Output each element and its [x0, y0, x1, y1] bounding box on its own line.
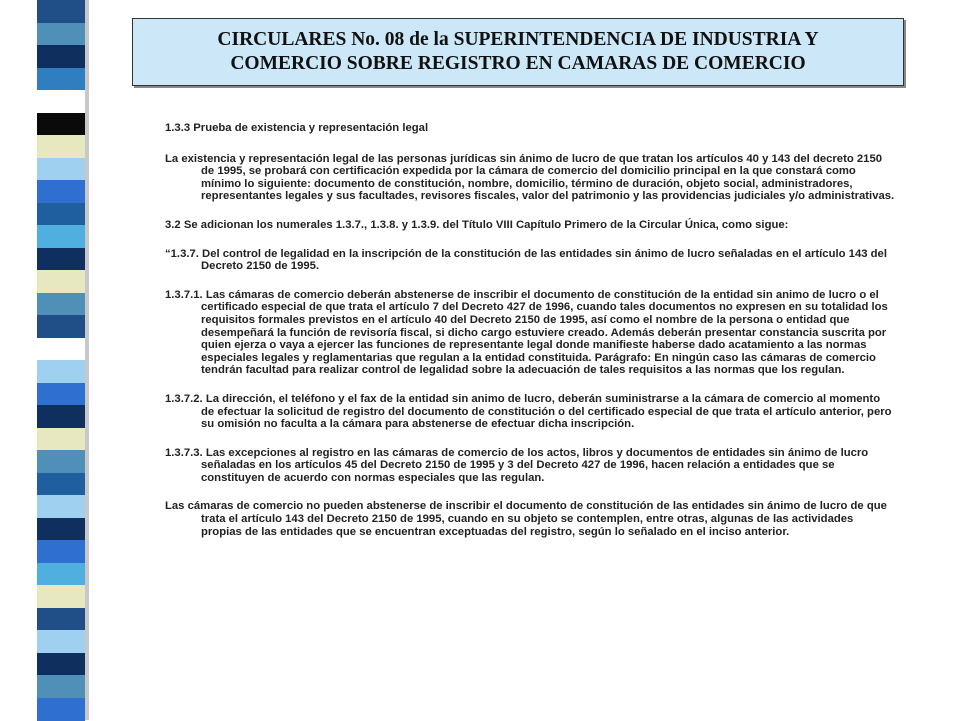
decorative-stripe	[0, 0, 88, 720]
stripe-band	[37, 405, 85, 428]
stripe-band	[37, 180, 85, 203]
stripe-band	[37, 653, 85, 676]
stripe-band	[37, 315, 85, 338]
stripe-band	[37, 248, 85, 271]
section-heading: 1.3.3 Prueba de existencia y representación legal	[165, 122, 429, 134]
stripe-band	[37, 293, 85, 316]
paragraph-1-3-7-2: 1.3.7.2. La dirección, el teléfono y el fax de la entidad sin animo de lucro, deberán suministrarse a la cámara de comercio al momento de efectuar la solicitud de registro del documento de constitución o del certificado especial de que trata el artículo anterior, pero su omisión no faculta a la cámara para abstenerse de efectuar dicha inscripción.	[165, 392, 892, 431]
paragraph-1-3-7-1: 1.3.7.1. Las cámaras de comercio deberán abstenerse de inscribir el documento de constitución de la entidad sin animo de lucro o el certificado especial de que trata el artículo 7 del Decreto 427 de 1996, cuando tales documentos no expresen en su totalidad los requisitos formales previstos en el artículo 40 del Decreto 2150 de 1995, así como el nombre de la persona o entidad que desempeñará la función de revisoría fiscal, si dicho cargo estuviere creado. Además deberán presentar constancia suscrita por quien ejerza o vaya a ejercer las funciones de representante legal donde manifieste haberse dado acatamiento a las normas especiales legales y reglamentarias que regulan a la entidad constituida. Parágrafo: En ningún caso las cámaras de comercio tendrán facultad para realizar control de legalidad sobre la adecuación de tales requisitos a las normas que los regulan.	[165, 288, 888, 377]
stripe-band	[37, 563, 85, 586]
stripe-band	[37, 90, 85, 113]
document-body	[165, 122, 895, 554]
stripe-band	[37, 428, 85, 451]
stripe-band	[37, 518, 85, 541]
paragraph-adicion-numerales: 3.2 Se adicionan los numerales 1.3.7., 1.3.8. y 1.3.9. del Título VIII Capítulo Primero de la Circular Única, como sigue:	[165, 218, 789, 231]
stripe-band	[37, 450, 85, 473]
stripe-band	[37, 540, 85, 563]
stripe-band	[37, 495, 85, 518]
stripe-band	[37, 675, 85, 698]
stripe-band	[37, 473, 85, 496]
stripe-band	[37, 68, 85, 91]
stripe-band	[37, 225, 85, 248]
stripe-band	[37, 45, 85, 68]
stripe-margin	[0, 0, 37, 720]
paragraph-existencia: La existencia y representación legal de las personas jurídicas sin ánimo de lucro de que tratan los artículos 40 y 143 del decreto 2150 de 1995, se probará con certificación expedida por la cámara de comercio del domicilio principal en la que constará como mínimo lo siguiente: documento de constitución, nombre, domicilio, término de duración, objeto social, administradores, representantes legales y sus facultades, revisores fiscales, valor del patrimonio y las providencias judiciales y/o administrativas.	[165, 152, 895, 203]
stripe-band	[37, 23, 85, 46]
paragraph-1-3-7-3: 1.3.7.3. Las excepciones al registro en las cámaras de comercio de los actos, libros y documentos de entidades sin ánimo de lucro señaladas en los artículos 45 del Decreto 2150 de 1995 y 3 del Decreto 427 de 1996, hacen relación a entidades que se constituyen de acuerdo con normas especiales que las regulan.	[165, 446, 869, 484]
paragraph-camaras: Las cámaras de comercio no pueden abstenerse de inscribir el documento de constitución de las entidades sin ánimo de lucro de que trata el artículo 143 del Decreto 2150 de 1995, cuando en su objeto se contemplen, entre otras, algunas de las actividades propias de las entidades que se encuentran exceptuadas del registro, según lo señalado en el inciso anterior.	[165, 500, 887, 538]
stripe-band	[37, 585, 85, 608]
stripe-band	[37, 338, 85, 361]
stripe-shadow	[85, 0, 89, 720]
paragraph-1-3-7: “1.3.7. Del control de legalidad en la inscripción de la constitución de las entidades sin ánimo de lucro señaladas en el artículo 143 del Decreto 2150 de 1995.	[165, 247, 887, 273]
stripe-band	[37, 698, 85, 721]
stripe-band	[37, 383, 85, 406]
stripe-band	[37, 203, 85, 226]
stripe-band	[37, 608, 85, 631]
stripe-band	[37, 135, 85, 158]
stripe-band	[37, 270, 85, 293]
stripe-band	[37, 113, 85, 136]
page-title: CIRCULARES No. 08 de la SUPERINTENDENCIA DE INDUSTRIA Y COMERCIO SOBRE REGISTRO EN CAMARAS DE COMERCIO	[217, 29, 819, 74]
title-box	[132, 18, 904, 86]
stripe-band	[37, 630, 85, 653]
stripe-band	[37, 0, 85, 23]
stripe-band	[37, 360, 85, 383]
stripe-band	[37, 158, 85, 181]
